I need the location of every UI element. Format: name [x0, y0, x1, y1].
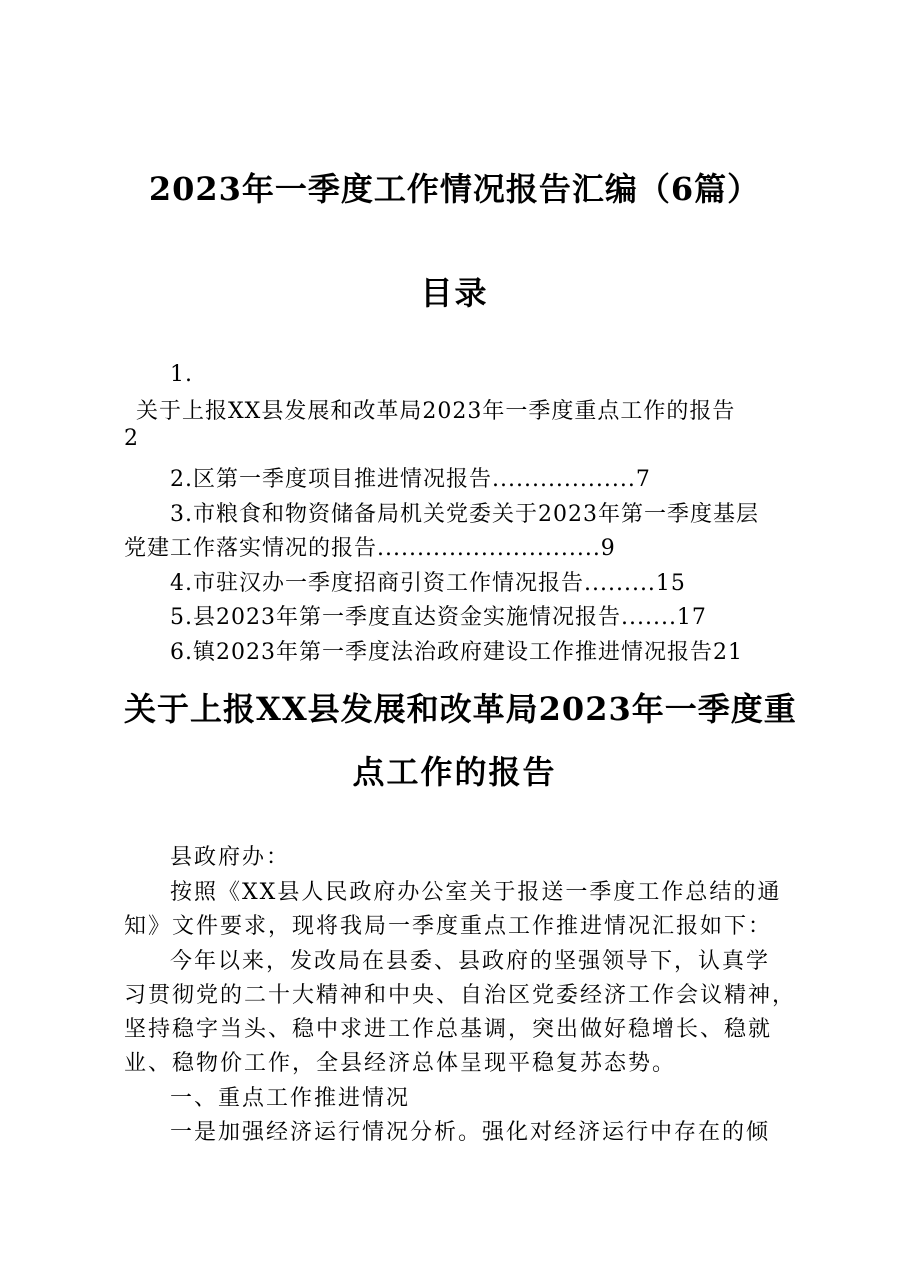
paragraph-line: 习贯彻党的二十大精神和中央、自治区党委经济工作会议精神， [124, 983, 797, 1008]
section-heading: 一、重点工作推进情况 [170, 1086, 411, 1111]
article-title-line1: 关于上报XX县发展和改革局2023年一季度重 [124, 690, 797, 728]
toc-item-5: 5.县2023年第一季度直达资金实施情况报告.......17 [170, 605, 707, 630]
toc-item-1-page: 2 [124, 426, 139, 451]
paragraph-line: 业、稳物价工作，全县经济总体呈现平稳复苏态势。 [124, 1051, 677, 1076]
salutation: 县政府办： [170, 845, 291, 870]
toc-heading: 目录 [420, 274, 489, 312]
toc-item-3-line1: 3.市粮食和物资储备局机关党委关于2023年第一季度基层 [170, 502, 759, 527]
toc-item-1-number: 1. [170, 362, 193, 387]
paragraph-line: 坚持稳字当头、稳中求进工作总基调，突出做好稳增长、稳就 [124, 1017, 773, 1042]
paragraph-line: 按照《XX县人民政府办公室关于报送一季度工作总结的通 [170, 880, 782, 905]
paragraph-line: 今年以来，发改局在县委、县政府的坚强领导下，认真学 [170, 949, 771, 974]
paragraph-line: 一是加强经济运行情况分析。强化对经济运行中存在的倾 [170, 1120, 771, 1145]
toc-item-3-line2: 党建工作落实情况的报告............................9 [124, 536, 616, 561]
toc-item-4: 4.市驻汉办一季度招商引资工作情况报告.........15 [170, 571, 686, 596]
toc-item-1-title: 关于上报XX县发展和改革局2023年一季度重点工作的报告 [136, 399, 736, 424]
document-title: 2023年一季度工作情况报告汇编（6篇） [148, 170, 761, 208]
paragraph-line: 知》文件要求，现将我局一季度重点工作推进情况汇报如下： [124, 914, 773, 939]
toc-item-6: 6.镇2023年第一季度法治政府建设工作推进情况报告21 [170, 640, 743, 665]
article-title-line2: 点工作的报告 [352, 753, 557, 791]
toc-item-2: 2.区第一季度项目推进情况报告..................7 [170, 467, 651, 492]
